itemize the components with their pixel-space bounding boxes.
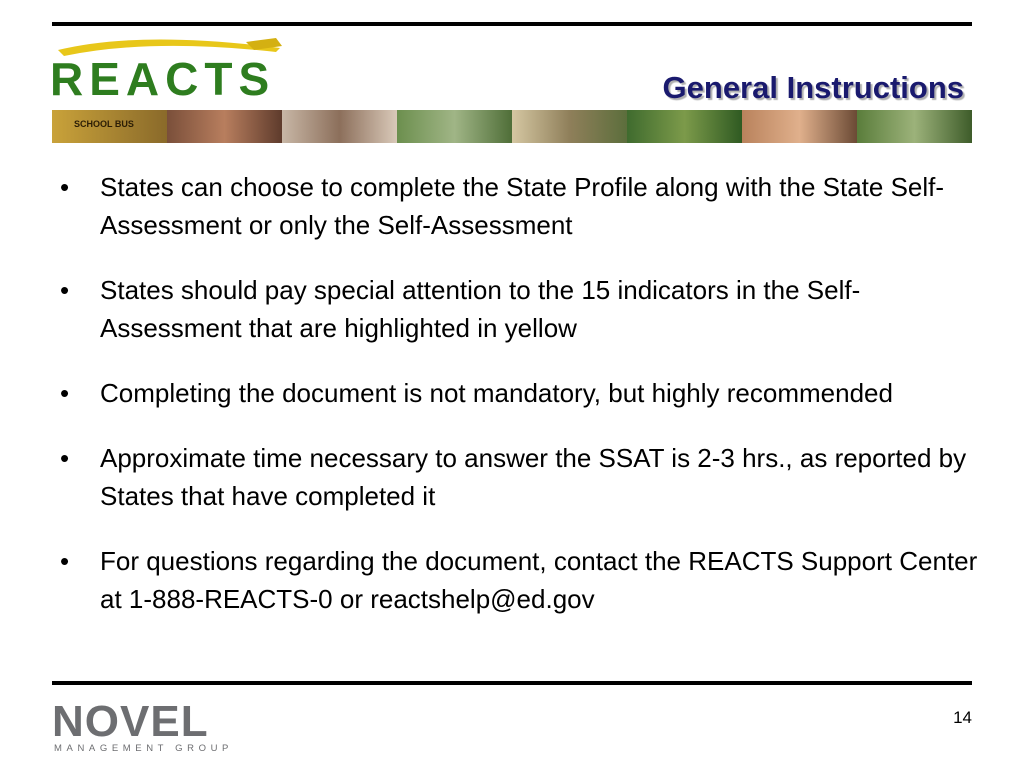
- list-item-text: States can choose to complete the State Profile along with the State Self-Assessment or only the Self-Assessment: [100, 172, 945, 240]
- page-number: 14: [953, 708, 972, 727]
- page-title: General Instructions: [662, 70, 964, 105]
- bullet-icon: •: [60, 378, 70, 408]
- reacts-logo: [50, 34, 290, 110]
- list-item-text: Approximate time necessary to answer the SSAT is 2-3 hrs., as reported by States that have completed it: [100, 443, 967, 511]
- list-item: [60, 439, 990, 515]
- list-item: [60, 271, 990, 347]
- field-workers-photo: [397, 110, 512, 143]
- novel-tagline: MANAGEMENT GROUP: [54, 743, 233, 754]
- list-item-text: For questions regarding the document, contact the REACTS Support Center at 1-888-REACTS-0 or reactshelp@ed.gov: [100, 546, 978, 614]
- novel-logo: [52, 697, 252, 760]
- bottom-rule: [52, 681, 972, 685]
- photo-banner: [52, 110, 972, 143]
- bullet-icon: •: [60, 546, 70, 576]
- top-rule: [52, 22, 972, 26]
- list-item-text: Completing the document is not mandatory, but highly recommended: [100, 378, 893, 408]
- farm-field-photo: [627, 110, 742, 143]
- bullet-icon: •: [60, 443, 70, 473]
- list-item: [60, 168, 990, 244]
- children-photo: [167, 110, 282, 143]
- bullet-icon: •: [60, 275, 70, 305]
- bullet-icon: •: [60, 172, 70, 202]
- students-photo: [282, 110, 397, 143]
- school-bus-photo: [52, 110, 167, 143]
- logo-wordmark: REACTS: [50, 53, 276, 105]
- list-item-text: States should pay special attention to the 15 indicators in the Self-Assessment that are highlighted in yellow: [100, 275, 861, 343]
- list-item: [60, 542, 990, 618]
- graduate-photo: [512, 110, 627, 143]
- list-item: [60, 374, 990, 412]
- crop-workers-photo: [857, 110, 972, 143]
- school-bus-sign: SCHOOL BUS: [74, 119, 134, 129]
- novel-wordmark: NOVEL: [52, 697, 209, 746]
- kids-group-photo: [742, 110, 857, 143]
- instructions-list: [60, 168, 990, 645]
